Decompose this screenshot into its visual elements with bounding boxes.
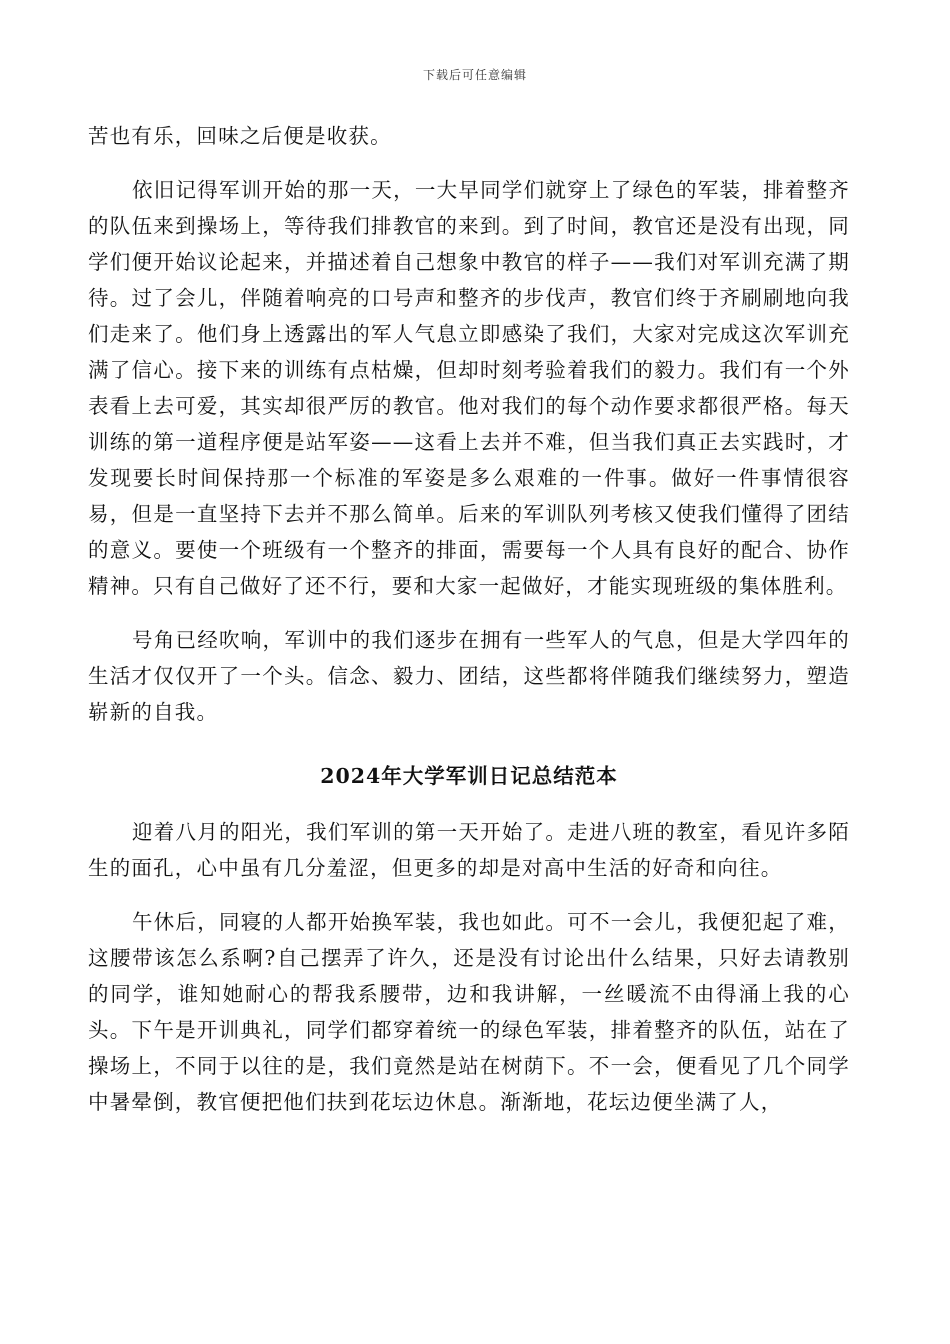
paragraph-military-training-memory: 依旧记得军训开始的那一天，一大早同学们就穿上了绿色的军装，排着整齐的队伍来到操场上，等待我们排教官的来到。到了时间，教官还是没有出现，同学们便开始议论起来，并描述着自己想象中教官的样子——我们对军训充满了期待。过了会儿，伴随着响亮的口号声和整齐的步伐声，教官们终于齐刷刷地向我们走来了。他们身上透露出的军人气息立即感染了我们，大家对完成这次军训充满了信心。接下来的训练有点枯燥，但却时刻考验着我们的毅力。我们有一个外表看上去可爱，其实却很严厉的教官。他对我们的每个动作要求都很严格。每天训练的第一道程序便是站军姿——这看上去并不难，但当我们真正去实践时，才发现要长时间保持那一个标准的军姿是多么艰难的一件事。做好一件事情很容易，但是一直坚持下去并不那么简单。后来的军训队列考核又使我们懂得了团结的意义。要使一个班级有一个整齐的排面，需要每一个人具有良好的配合、协作精神。只有自己做好了还不行，要和大家一起做好，才能实现班级的集体胜利。 [88,178,850,598]
document-body [88,118,850,1120]
paragraph-first-day: 迎着八月的阳光，我们军训的第一天开始了。走进八班的教室，看见许多陌生的面孔，心中虽有几分羞涩，但更多的却是对高中生活的好奇和向往。 [88,820,850,880]
paragraph-conclusion: 号角已经吹响，军训中的我们逐步在拥有一些军人的气息，但是大学四年的生活才仅仅开了一个头。信念、毅力、团结，这些都将伴随我们继续努力，塑造崭新的自我。 [88,628,850,724]
page-header: 下载后可任意编辑 [422,68,527,82]
paragraph-continuation: 苦也有乐，回味之后便是收获。 [88,124,392,148]
section-title: 2024年大学军训日记总结范本 [320,764,618,788]
paragraph-afternoon: 午休后，同寝的人都开始换军装，我也如此。可不一会儿，我便犯起了难，这腰带该怎么系啊?自己摆弄了许久，还是没有讨论出什么结果，只好去请教别的同学，谁知她耐心的帮我系腰带，边和我讲解，一丝暖流不由得涌上我的心头。下午是开训典礼，同学们都穿着统一的绿色军装，排着整齐的队伍，站在了操场上，不同于以往的是，我们竟然是站在树荫下。不一会，便看见了几个同学中暑晕倒，教官便把他们扶到花坛边休息。渐渐地，花坛边便坐满了人， [88,910,850,1114]
